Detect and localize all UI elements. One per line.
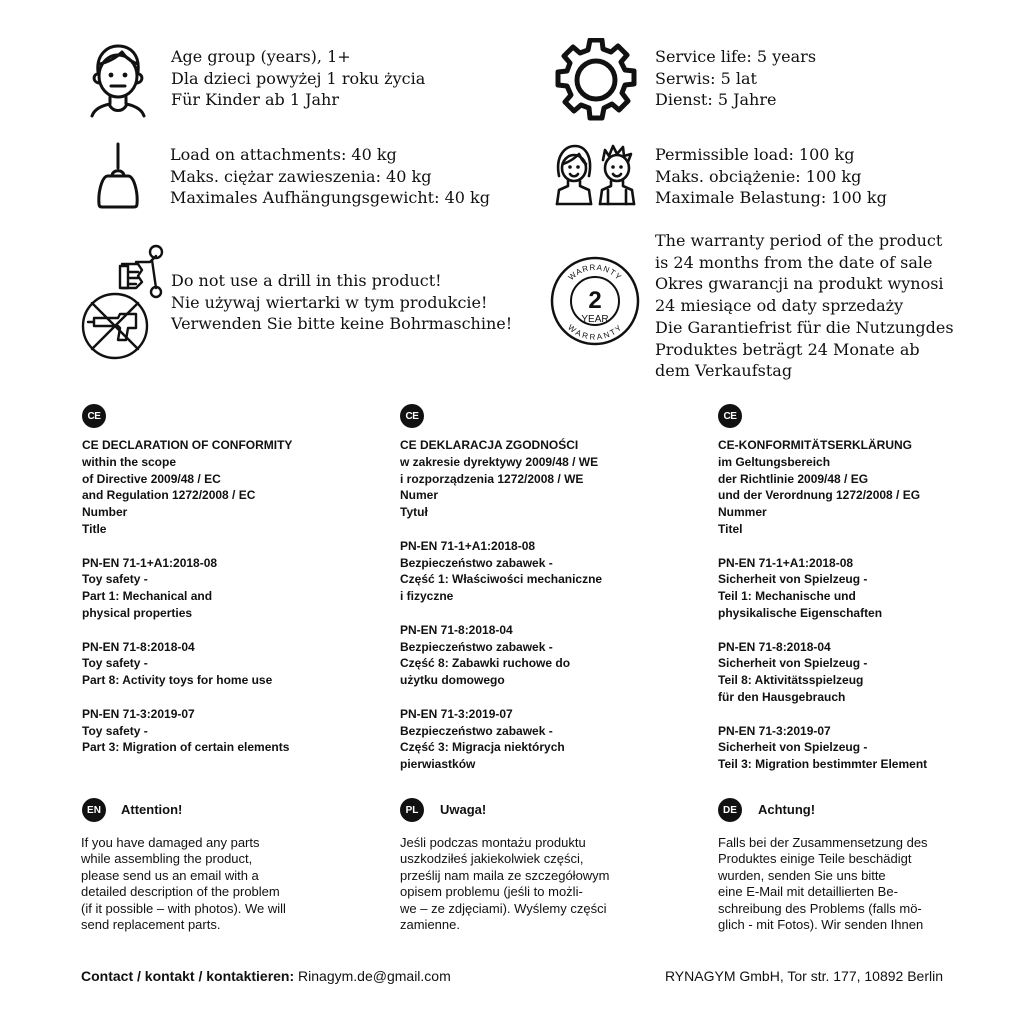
spec-permissible-load	[553, 142, 993, 214]
ce-en-standard-code: PN-EN 71-3:2019-07	[82, 706, 195, 721]
ce-en-line: physical properties	[82, 605, 193, 620]
spec-permissible-line-1: Permissible load: 100 kg	[655, 145, 855, 164]
ce-pl-line: Tytuł	[400, 505, 428, 520]
gear-icon	[553, 38, 639, 124]
attention-de-line: wurden, senden Sie uns bitte	[718, 867, 886, 883]
attention-en-line: detailed description of the problem	[81, 884, 280, 900]
no-drill-icon	[80, 240, 166, 364]
attention-de-line: glich - mit Fotos). Wir senden Ihnen	[718, 917, 924, 933]
attention-de-body	[718, 835, 928, 933]
ce-en-line: Toy safety -	[82, 572, 148, 587]
ce-en-standard-code: PN-EN 71-1+A1:2018-08	[82, 555, 218, 570]
spec-service-line-2: Serwis: 5 lat	[655, 68, 757, 88]
ce-de-line: Teil 3: Migration bestimmter Element	[718, 757, 928, 772]
attention-pl-line: opisem problemu (jeśli to możli-	[400, 884, 583, 900]
ce-en-line: Toy safety -	[82, 656, 148, 671]
attention-de-line: Falls bei der Zusammensetzung des	[718, 835, 928, 850]
svg-text:WARRANTY	[567, 263, 624, 282]
ce-de-line: im Geltungsbereich	[718, 454, 831, 469]
ce-pl-line: i fizyczne	[400, 589, 454, 604]
spec-warranty	[550, 228, 1000, 388]
ce-mark-icon: CE	[718, 404, 742, 428]
attention-en-line: please send us an email with a	[81, 867, 259, 883]
warranty-seal-top-text: WARRANTY	[566, 262, 624, 283]
company-address: RYNAGYM GmbH, Tor str. 177, 10892 Berlin	[664, 968, 943, 984]
ce-de-line: Sicherheit von Spielzeug -	[718, 656, 868, 671]
spec-warranty-line-5: Die Garantiefrist für die Nutzungdes	[655, 317, 954, 337]
spec-age	[82, 42, 522, 122]
ce-pl-line: Część 1: Właściwości mechaniczne	[400, 572, 603, 587]
two-children-icon	[553, 144, 639, 206]
spec-age-line-3: Für Kinder ab 1 Jahr	[171, 90, 339, 110]
attention-pl-title: Uwaga!	[440, 802, 487, 817]
spec-warranty-line-2: is 24 months from the date of sale	[655, 252, 933, 272]
attention-en-title: Attention!	[121, 802, 183, 817]
ce-de-standard-code: PN-EN 71-1+A1:2018-08	[718, 555, 854, 570]
attention-pl-line: Jeśli podczas montażu produktu	[400, 835, 586, 850]
child-face-icon	[82, 42, 154, 118]
attention-en-line: send replacement parts.	[81, 917, 221, 933]
lang-badge-de: DE	[718, 798, 742, 822]
ce-de-line: Sicherheit von Spielzeug -	[718, 740, 868, 755]
spec-warranty-line-7: dem Verkaufstag	[655, 361, 793, 381]
attention-en-line: If you have damaged any parts	[81, 835, 260, 850]
ce-de-heading: CE-KONFORMITÄTSERKLÄRUNG	[718, 438, 912, 452]
spec-permissible-line-3: Maximale Belastung: 100 kg	[655, 188, 887, 208]
attention-de-line: schreibung des Problems (falls mö-	[718, 900, 922, 916]
attention-pl-line: uszkodziłeś jakiekolwiek części,	[400, 851, 584, 867]
ce-de-line: physikalische Eigenschaften	[718, 605, 883, 620]
ce-en-line: of Directive 2009/48 / EC	[82, 471, 221, 486]
spec-warranty-line-6: Produktes beträgt 24 Monate ab	[655, 339, 920, 359]
lang-badge-pl: PL	[400, 798, 424, 822]
contact-email[interactable]: Rinagym.de@gmail.com	[298, 968, 451, 984]
spec-drill-line-2: Nie używaj wiertarki w tym produkcie!	[171, 292, 488, 312]
warranty-seal-icon	[550, 256, 640, 346]
ce-en-line: Part 3: Migration of certain elements	[82, 740, 290, 755]
ce-de-standard-code: PN-EN 71-8:2018-04	[718, 639, 831, 654]
ce-declaration-pl-text	[400, 437, 602, 790]
attention-en-body	[81, 835, 286, 933]
ce-en-standard-code: PN-EN 71-8:2018-04	[82, 639, 195, 654]
ce-pl-line: Część 8: Zabawki ruchowe do	[400, 656, 571, 671]
ce-de-line: Teil 1: Mechanische und	[718, 589, 856, 604]
warranty-seal-unit: YEAR	[581, 314, 609, 325]
ce-pl-line: Numer	[400, 488, 439, 503]
ce-en-heading: CE DECLARATION OF CONFORMITY	[82, 438, 293, 452]
spec-permissible-line-2: Maks. obciążenie: 100 kg	[655, 166, 862, 186]
ce-declaration-de-text	[718, 437, 927, 790]
ce-pl-line: Bezpieczeństwo zabawek -	[400, 555, 553, 570]
spec-service-line-1: Service life: 5 years	[655, 47, 817, 66]
spec-warranty-line-3: Okres gwarancji na produkt wynosi	[655, 274, 944, 294]
ce-en-line: Part 1: Mechanical and	[82, 589, 213, 604]
ce-declaration-en-text	[82, 437, 292, 773]
attention-en-line: while assembling the product,	[81, 851, 253, 867]
ce-en-line: Toy safety -	[82, 723, 148, 738]
attention-de-line: Produktes einige Teile beschädigt	[718, 851, 912, 867]
contact-label: Contact / kontakt / kontaktieren:	[81, 968, 295, 984]
attention-de-line: eine E-Mail mit detaillierten Be-	[718, 884, 898, 900]
spec-drill-line-3: Verwenden Sie bitte keine Bohrmaschine!	[171, 314, 513, 334]
ce-de-line: Sicherheit von Spielzeug -	[718, 572, 868, 587]
spec-drill-warning	[80, 240, 520, 365]
ce-mark-icon: CE	[82, 404, 106, 428]
spec-drill-line-1: Do not use a drill in this product!	[171, 271, 442, 290]
ce-pl-line: i rozporządzenia 1272/2008 / WE	[400, 471, 584, 486]
ce-pl-line: w zakresie dyrektywy 2009/48 / WE	[400, 454, 599, 469]
ce-pl-standard-code: PN-EN 71-1+A1:2018-08	[400, 538, 536, 553]
ce-de-line: Teil 8: Aktivitätsspielzeug	[718, 673, 864, 688]
spec-age-line-1: Age group (years), 1+	[171, 47, 351, 66]
spec-attachment-line-1: Load on attachments: 40 kg	[170, 145, 397, 164]
hanging-weight-icon	[96, 142, 140, 210]
ce-pl-heading: CE DEKLARACJA ZGODNOŚCI	[400, 438, 579, 452]
spec-warranty-line-1: The warranty period of the product	[655, 231, 943, 250]
ce-de-line: und der Verordnung 1272/2008 / EG	[718, 488, 921, 503]
ce-en-line: and Regulation 1272/2008 / EC	[82, 488, 256, 503]
spec-attachment-line-3: Maximales Aufhängungsgewicht: 40 kg	[170, 188, 490, 208]
ce-pl-standard-code: PN-EN 71-8:2018-04	[400, 622, 513, 637]
spec-service-line-3: Dienst: 5 Jahre	[655, 90, 777, 110]
attention-de-title: Achtung!	[758, 802, 816, 817]
ce-en-line: within the scope	[82, 454, 177, 469]
ce-de-line: für den Hausgebrauch	[718, 689, 846, 704]
warranty-seal-bottom-text: WARRANTY	[566, 322, 625, 342]
contact-line	[81, 968, 451, 984]
ce-de-line: Nummer	[718, 505, 767, 520]
spec-service-life	[553, 38, 993, 128]
attention-en-line: (if it possible – with photos). We will	[81, 900, 286, 916]
attention-pl-line: prześlij nam maila ze szczegółowym	[400, 867, 610, 883]
ce-pl-standard-code: PN-EN 71-3:2019-07	[400, 706, 513, 721]
ce-pl-line: Bezpieczeństwo zabawek -	[400, 723, 553, 738]
attention-pl-line: zamienne.	[400, 917, 460, 933]
warranty-seal-number: 2	[588, 287, 602, 314]
ce-de-line: Titel	[718, 521, 743, 536]
ce-en-line: Number	[82, 505, 128, 520]
ce-mark-icon: CE	[400, 404, 424, 428]
attention-pl-line: we – ze zdjęciami). Wyślemy części	[400, 900, 607, 916]
ce-pl-line: pierwiastków	[400, 757, 476, 772]
ce-pl-line: Bezpieczeństwo zabawek -	[400, 639, 553, 654]
spec-warranty-line-4: 24 miesiące od daty sprzedaży	[655, 296, 904, 316]
spec-attachment-load	[90, 142, 530, 214]
spec-age-line-2: Dla dzieci powyżej 1 roku życia	[171, 68, 426, 88]
ce-de-line: der Richtlinie 2009/48 / EG	[718, 471, 869, 486]
ce-pl-line: użytku domowego	[400, 673, 505, 688]
ce-en-line: Title	[82, 521, 107, 536]
lang-badge-en: EN	[82, 798, 106, 822]
ce-de-standard-code: PN-EN 71-3:2019-07	[718, 723, 831, 738]
attention-pl-body	[400, 835, 610, 933]
ce-pl-line: Część 3: Migracja niektórych	[400, 740, 565, 755]
ce-en-line: Part 8: Activity toys for home use	[82, 673, 273, 688]
spec-attachment-line-2: Maks. ciężar zawieszenia: 40 kg	[170, 166, 432, 186]
